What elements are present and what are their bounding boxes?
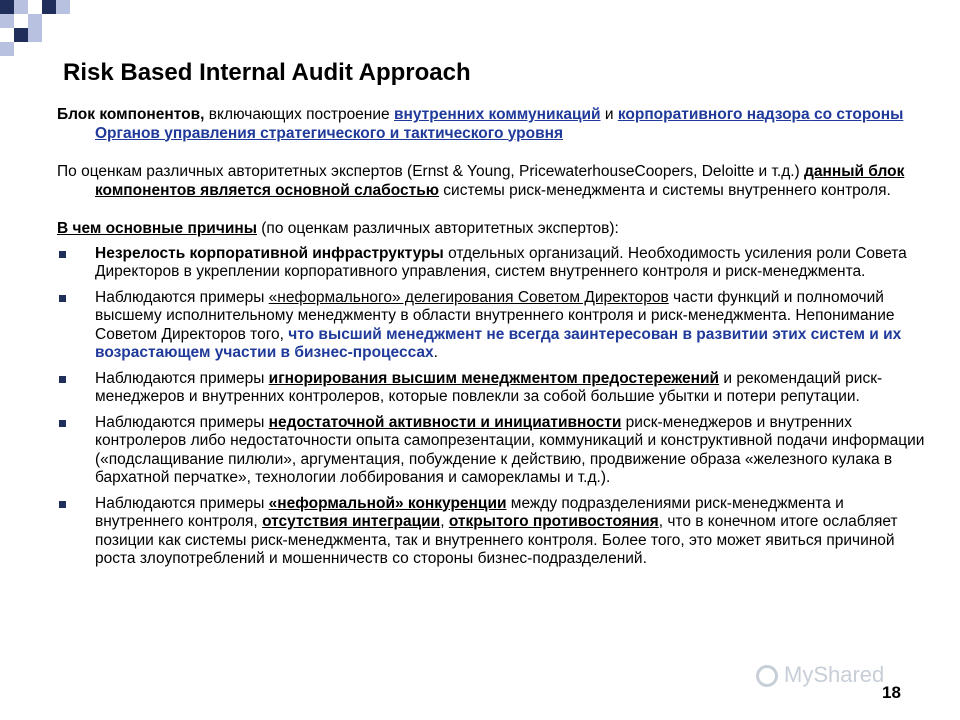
reasons-list [57, 245, 927, 569]
intro-paragraph [57, 106, 927, 143]
bullet-icon [59, 251, 66, 258]
slide-body [57, 106, 927, 576]
bold-text: Блок компонентов, [57, 106, 205, 123]
text: и рекомендаций риск-менеджеров и внутренних контролеров, которые повлекли за собой большие убытки и потери репутации. [95, 369, 883, 405]
text: . [433, 344, 438, 361]
text: части функций и полномочий высшему исполнительному менеджменту в области внутреннего контроля и риск-менеджмента. Непонимание Советом Директоров того, [95, 288, 895, 343]
corner-square [14, 0, 28, 14]
underlined-bold-text: «неформальной» конкуренции [268, 494, 507, 512]
corner-square [56, 0, 70, 14]
text: и [600, 106, 618, 123]
reasons-heading [57, 220, 927, 239]
bold-text: Незрелость корпоративной инфраструктуры [95, 244, 444, 262]
bullet-icon [59, 376, 66, 383]
text: , [440, 513, 449, 530]
underlined-bold-text: игнорирования высшим менеджментом предостережений [268, 369, 720, 387]
text: отдельных организаций. Необходимость усиления роли Совета Директоров в укреплении корпоративного управления, систем внутреннего контроля и риск-менеджмента. [95, 244, 907, 280]
corner-square [0, 0, 14, 14]
corner-square [42, 0, 56, 14]
text: между подразделениями риск-менеджмента и внутреннего контроля, [95, 494, 844, 530]
underlined-bold-text: открытого противостояния [448, 513, 659, 530]
underlined-bold-text: отсутствия интеграции [262, 513, 441, 530]
text: включающих построение [204, 106, 394, 123]
watermark-text: MyShared [784, 662, 885, 687]
corner-square [28, 28, 42, 42]
weakness-highlight: данный блок компонентов является основной слабостью [95, 163, 905, 199]
page-number: 18 [882, 683, 901, 702]
text: Наблюдаются примеры [95, 288, 269, 306]
text: системы риск-менеджмента и системы внутреннего контроля. [439, 181, 891, 199]
link-governance-bodies[interactable]: со стороны Органов управления стратегического и тактического уровня [95, 106, 904, 142]
list-item [57, 245, 927, 282]
slide-title: Risk Based Internal Audit Approach [63, 59, 471, 86]
watermark [756, 662, 884, 688]
list-item [57, 495, 927, 569]
text: риск-менеджеров и внутренних контролеров либо недостаточности опыта самопрезентации, коммуникаций и конструктивной подачи информации («подслащивание пилюли», аргументация, побуждение к действию, продвижение образа «железного кулака в бархатной перчатке», технологии лоббирования и саморекламы и т.д.). [95, 413, 925, 486]
corner-square [14, 28, 28, 42]
experts-paragraph [57, 163, 927, 200]
list-item [57, 289, 927, 363]
underlined-bold-text: недостаточной активности и инициативности [268, 413, 622, 431]
list-item [57, 414, 927, 488]
text: (по оценкам различных авторитетных экспертов): [256, 220, 619, 237]
reasons-heading-bold: В чем основные причины [57, 220, 257, 237]
corner-square [0, 14, 14, 28]
text: По оценкам различных авторитетных экспертов (Ernst & Young, PricewaterhouseCoopers, Deloitte и т.д.) [57, 163, 805, 180]
underlined-text: «неформального» делегирования Советом Директоров [268, 288, 669, 306]
bullet-icon [59, 501, 66, 508]
bullet-icon [59, 420, 66, 427]
text: Наблюдаются примеры [95, 413, 269, 431]
list-item [57, 370, 927, 407]
watermark-logo-icon [756, 665, 778, 687]
text: , что в конечном итоге ослабляет позиции как системы риск-менеджмента, так и внутреннего контроля. Более того, это может явиться причиной роста злоупотреблений и мошенничеств со стороны бизнес-подразделений. [95, 513, 898, 567]
corner-square [0, 42, 14, 56]
text: Наблюдаются примеры [95, 494, 269, 512]
corner-square [28, 14, 42, 28]
bullet-icon [59, 295, 66, 302]
link-corporate-oversight[interactable]: корпоративного надзора [617, 106, 810, 123]
text: Наблюдаются примеры [95, 369, 269, 387]
blue-bold-text: что высший менеджмент не всегда заинтересован в развитии этих систем и их возрастающем участии в бизнес-процессах [95, 325, 902, 361]
link-internal-communications[interactable]: внутренних коммуникаций [393, 106, 601, 123]
